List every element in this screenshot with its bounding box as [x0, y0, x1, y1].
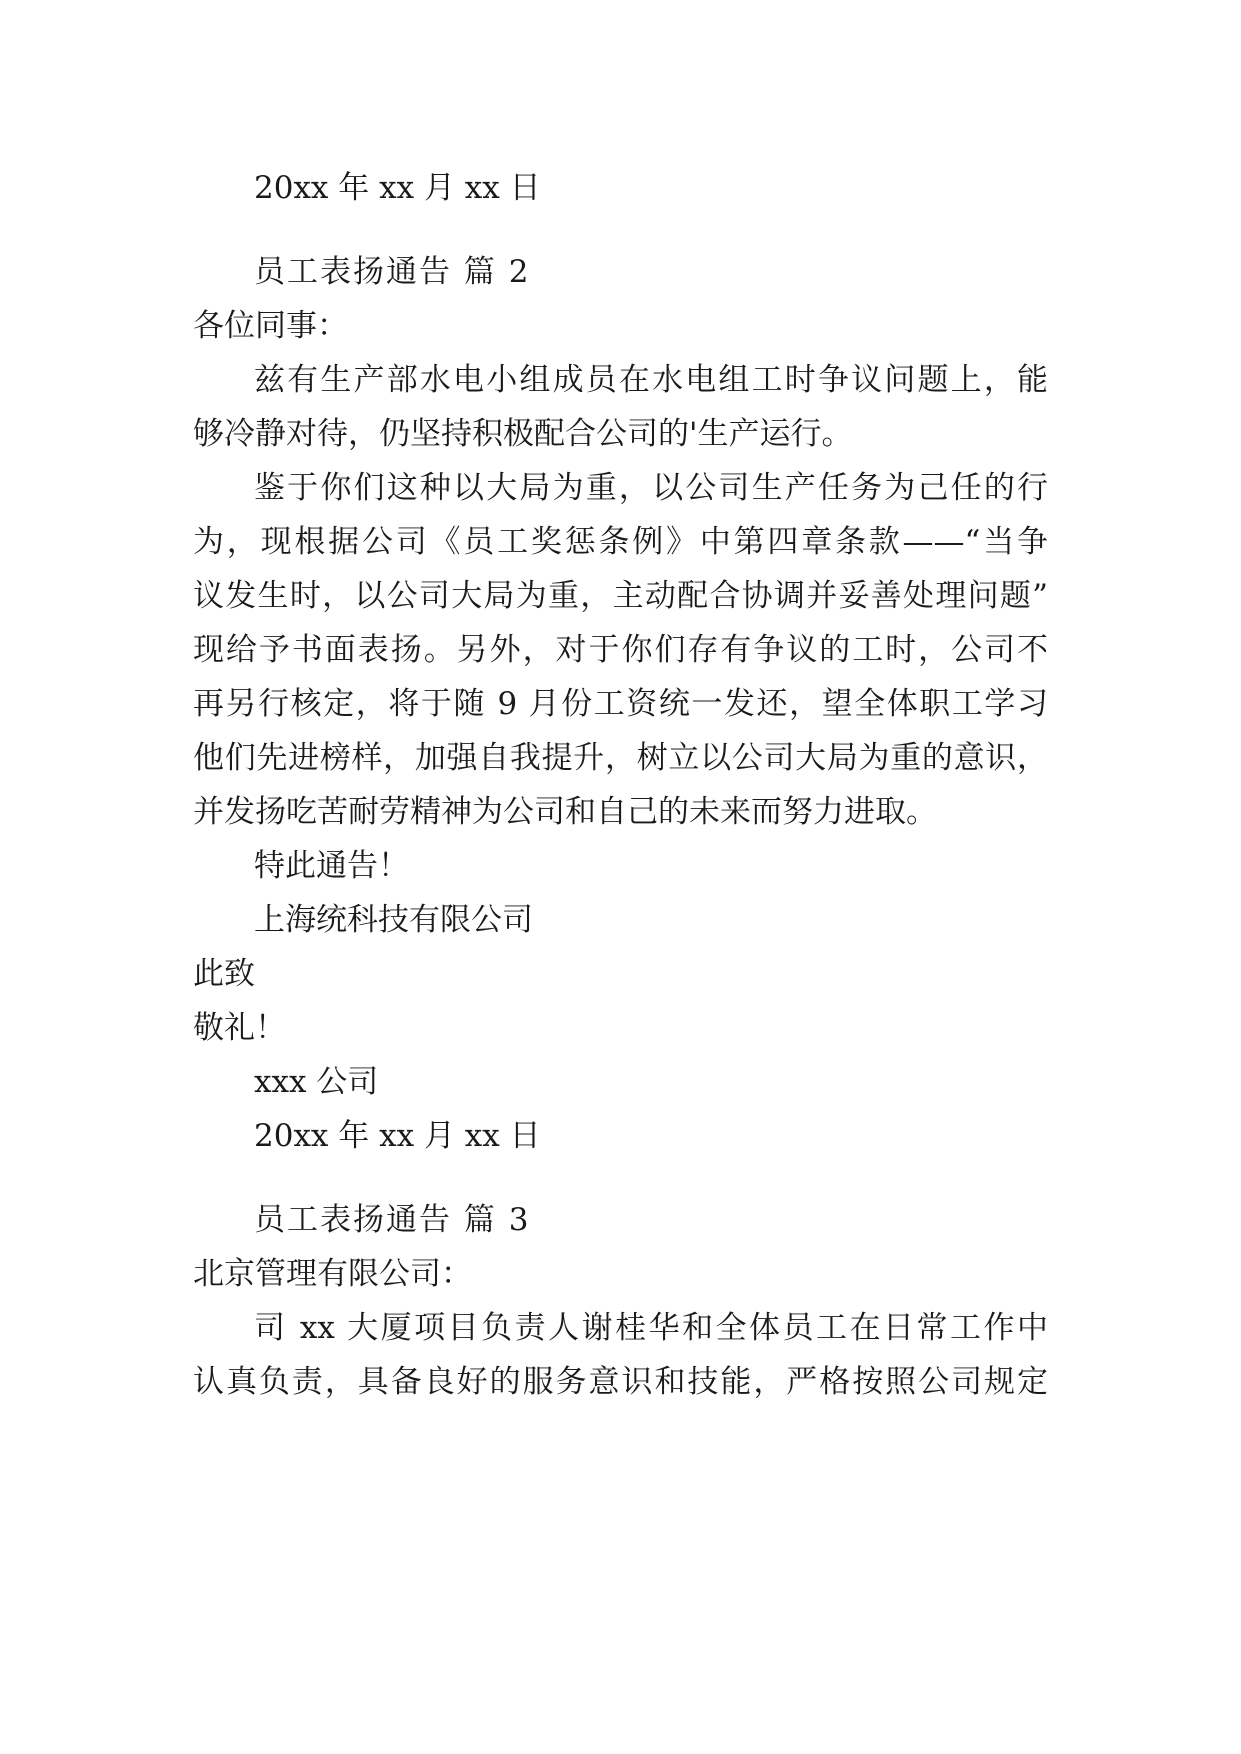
date-line: 20xx 年 xx 月 xx 日: [254, 170, 541, 206]
paragraph-line: 他们先进榜样，加强自我提升，树立以公司大局为重的意识，: [193, 740, 1048, 776]
paragraph-line: 认真负责，具备良好的服务意识和技能，严格按照公司规定: [193, 1364, 1048, 1400]
closing-line: 此致: [193, 956, 255, 992]
article-title: 员工表扬通告 篇 3: [254, 1202, 531, 1238]
salutation: 北京管理有限公司：: [193, 1256, 472, 1292]
paragraph-line: 兹有生产部水电小组成员在水电组工时争议问题上，能: [254, 362, 1048, 398]
paragraph-line: 司 xx 大厦项目负责人谢桂华和全体员工在日常工作中: [254, 1310, 1048, 1346]
paragraph-line: 现给予书面表扬。另外，对于你们存有争议的工时，公司不: [193, 632, 1048, 668]
paragraph-line: 鉴于你们这种以大局为重，以公司生产任务为己任的行: [254, 470, 1048, 506]
paragraph-line: 议发生时，以公司大局为重，主动配合协调并妥善处理问题”: [193, 578, 1048, 614]
paragraph-line: 再另行核定，将于随 9 月份工资统一发还，望全体职工学习: [193, 686, 1048, 722]
notice-end: 特此通告！: [254, 848, 409, 884]
signer: xxx 公司: [254, 1064, 379, 1100]
paragraph-line: 为，现根据公司《员工奖惩条例》中第四章条款——“当争: [193, 524, 1048, 560]
date-line: 20xx 年 xx 月 xx 日: [254, 1118, 541, 1154]
salutation: 各位同事：: [193, 308, 348, 344]
company-name: 上海统科技有限公司: [254, 902, 533, 938]
closing-line: 敬礼！: [193, 1010, 286, 1046]
article-title: 员工表扬通告 篇 2: [254, 254, 531, 290]
paragraph-line: 够冷静对待，仍坚持积极配合公司的'生产运行。: [193, 416, 853, 452]
paragraph-line: 并发扬吃苦耐劳精神为公司和自己的未来而努力进取。: [193, 794, 937, 830]
